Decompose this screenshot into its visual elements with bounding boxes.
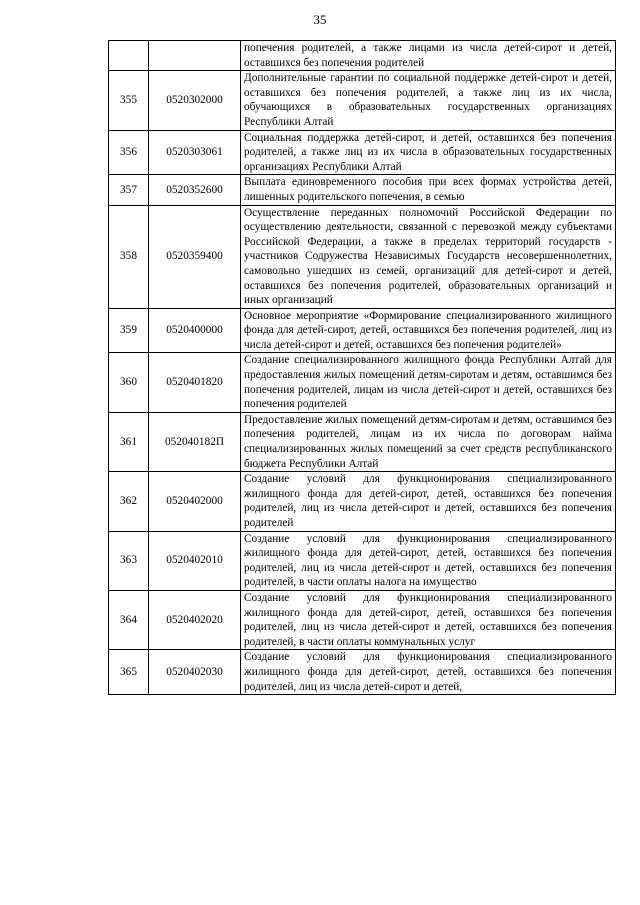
row-number: 356 — [109, 130, 149, 175]
row-number: 364 — [109, 590, 149, 649]
table-row — [109, 41, 616, 71]
row-code: 0520359400 — [149, 205, 241, 308]
table-row — [109, 205, 616, 308]
row-code: 0520302000 — [149, 71, 241, 130]
table-row — [109, 308, 616, 353]
row-code: 0520402020 — [149, 590, 241, 649]
row-description: Социальная поддержка детей-сирот, и детей, оставшихся без попечения родителей, а также лиц из их числа в образовательных государственных организациях Республики Алтай — [241, 130, 616, 175]
row-number: 363 — [109, 531, 149, 590]
table-row — [109, 130, 616, 175]
row-code: 052040182П — [149, 412, 241, 471]
row-code: 0520352600 — [149, 175, 241, 205]
row-number — [109, 41, 149, 71]
row-description: Создание условий для функционирования специализированного жилищного фонда для детей-сирот, детей, оставшихся без попечения родителей, лиц из числа детей-сирот и детей, оставшихся без попечения родителей, в части оплаты налога на имущество — [241, 531, 616, 590]
row-number: 362 — [109, 472, 149, 531]
row-number: 358 — [109, 205, 149, 308]
row-number: 355 — [109, 71, 149, 130]
row-number: 360 — [109, 353, 149, 412]
row-description: Создание условий для функционирования специализированного жилищного фонда для детей-сирот, детей, оставшихся без попечения родителей, лиц из числа детей-сирот и детей, оставшихся без попечения родителей — [241, 472, 616, 531]
row-description: Создание специализированного жилищного фонда Республики Алтай для предоставления жилых помещений детям-сиротам и детям, оставшимся без попечения родителей, лицам из числа детей-сирот и детей, оставшихся без попечения родителей — [241, 353, 616, 412]
table-row — [109, 71, 616, 130]
table-row — [109, 353, 616, 412]
row-description: Осуществление переданных полномочий Российской Федерации по осуществлению деятельности, связанной с перевозкой между субъектами Российской Федерации, а также в пределах территорий государств - участников Содружества Независимых Государств несовершеннолетних, самовольно ушедших из семей, организаций для детей-сирот и детей, оставшихся без попечения родителей, образовательных организаций и иных организаций — [241, 205, 616, 308]
row-number: 359 — [109, 308, 149, 353]
table-row — [109, 531, 616, 590]
row-description: Создание условий для функционирования специализированного жилищного фонда для детей-сирот, детей, оставшихся без попечения родителей, лиц из числа детей-сирот и детей, оставшихся без попечения родителей, в части оплаты коммунальных услуг — [241, 590, 616, 649]
row-code: 0520402000 — [149, 472, 241, 531]
table-row — [109, 472, 616, 531]
row-description: Создание условий для функционирования специализированного жилищного фонда для детей-сирот, детей, оставшихся без попечения родителей, лиц из числа детей-сирот и детей, — [241, 650, 616, 695]
row-number: 357 — [109, 175, 149, 205]
row-code: 0520401820 — [149, 353, 241, 412]
row-description: Дополнительные гарантии по социальной поддержке детей-сирот и детей, оставшихся без попечения родителей, а также лиц из их числа, обучающихся в образовательных государственных организациях Республики Алтай — [241, 71, 616, 130]
table-row — [109, 412, 616, 471]
table-row — [109, 590, 616, 649]
row-code: 0520402030 — [149, 650, 241, 695]
row-description: попечения родителей, а также лицами из числа детей-сирот и детей, оставшихся без попечения родителей — [241, 41, 616, 71]
page-number: 35 — [313, 12, 327, 27]
row-description: Основное мероприятие «Формирование специализированного жилищного фонда для детей-сирот, детей, оставшихся без попечения родителей, лиц из числа детей-сирот и детей, оставшихся без попечения родителей» — [241, 308, 616, 353]
row-code: 0520303061 — [149, 130, 241, 175]
row-code: 0520400000 — [149, 308, 241, 353]
row-description: Выплата единовременного пособия при всех формах устройства детей, лишенных родительского попечения, в семью — [241, 175, 616, 205]
table-row — [109, 175, 616, 205]
row-description: Предоставление жилых помещений детям-сиротам и детям, оставшимся без попечения родителей, лицам из их числа по договорам найма специализированных жилых помещений за счет средств республиканского бюджета Республики Алтай — [241, 412, 616, 471]
table-row — [109, 650, 616, 695]
row-code: 0520402010 — [149, 531, 241, 590]
row-number: 365 — [109, 650, 149, 695]
row-number: 361 — [109, 412, 149, 471]
row-code — [149, 41, 241, 71]
budget-classification-table — [108, 40, 616, 695]
